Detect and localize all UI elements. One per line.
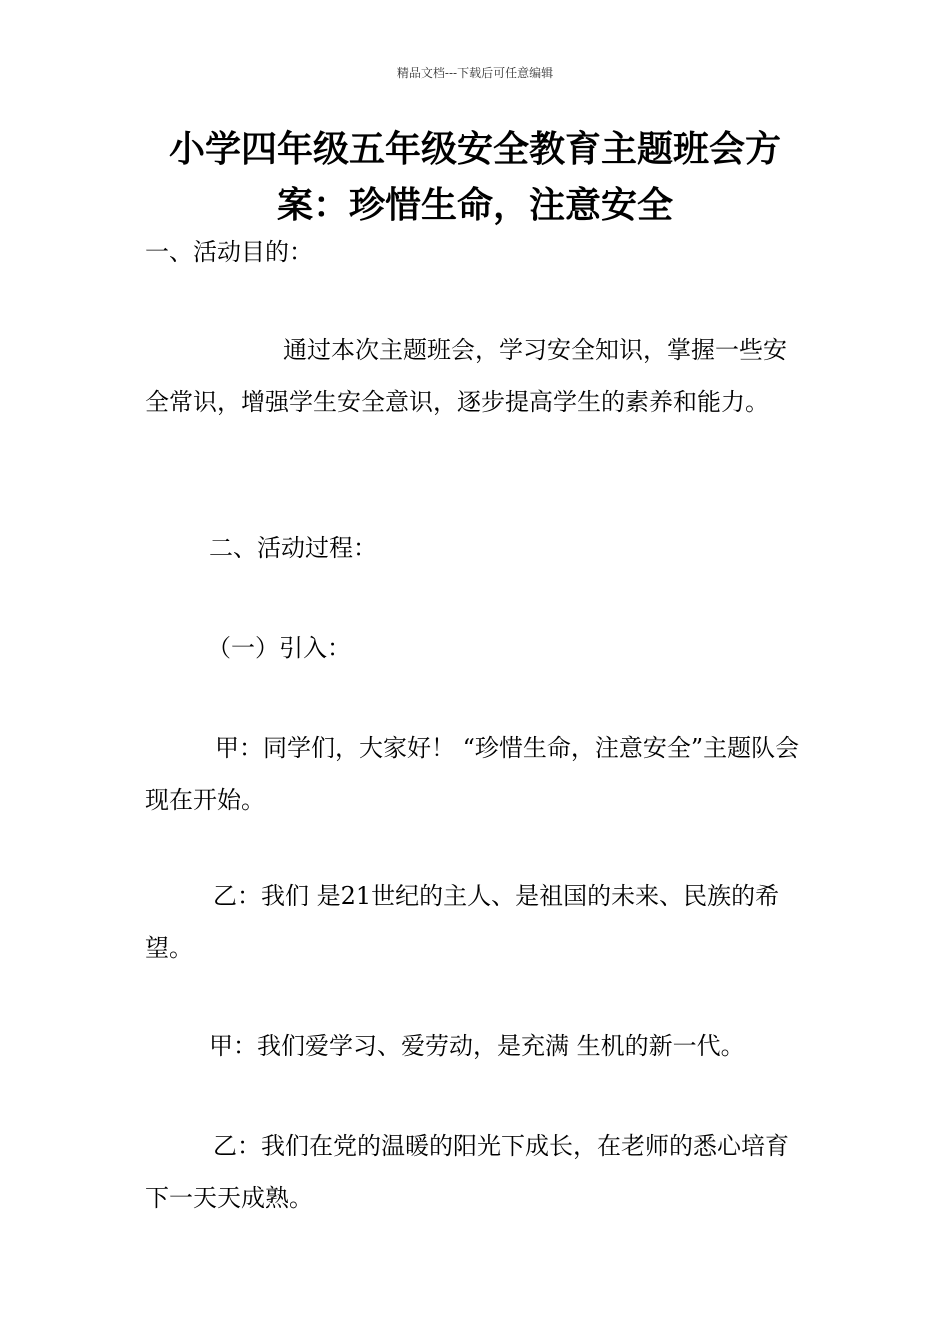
dialogue-line-jia-1: 甲：同学们，大家好！ “珍惜生命，注意安全”主题队会现在开始。 — [145, 734, 800, 814]
purpose-paragraph: 通过本次主题班会，学习安全知识，掌握一些安全常识，增强学生安全意识，逐步提高学生的素养和能力。 — [145, 336, 787, 416]
dialogue-line-yi-1: 乙：我们 是21世纪的主人、是祖国的未来、民族的希望。 — [145, 882, 780, 962]
section-heading-purpose: 一、活动目的： — [145, 238, 313, 266]
section-heading-process: 二、活动过程： — [209, 534, 377, 562]
subsection-heading-intro: （一）引入： — [207, 634, 351, 662]
dialogue-line-jia-2: 甲：我们爱学习、爱劳动，是充满 生机的新一代。 — [209, 1032, 745, 1060]
page-header: 精品文档---下载后可任意编辑 — [396, 66, 554, 80]
dialogue-line-yi-2: 乙：我们在党的温暖的阳光下成长，在老师的悉心培育下一天天成熟。 — [145, 1132, 789, 1212]
document-title: 小学四年级五年级安全教育主题班会方案：珍惜生命，注意安全 — [168, 129, 781, 226]
